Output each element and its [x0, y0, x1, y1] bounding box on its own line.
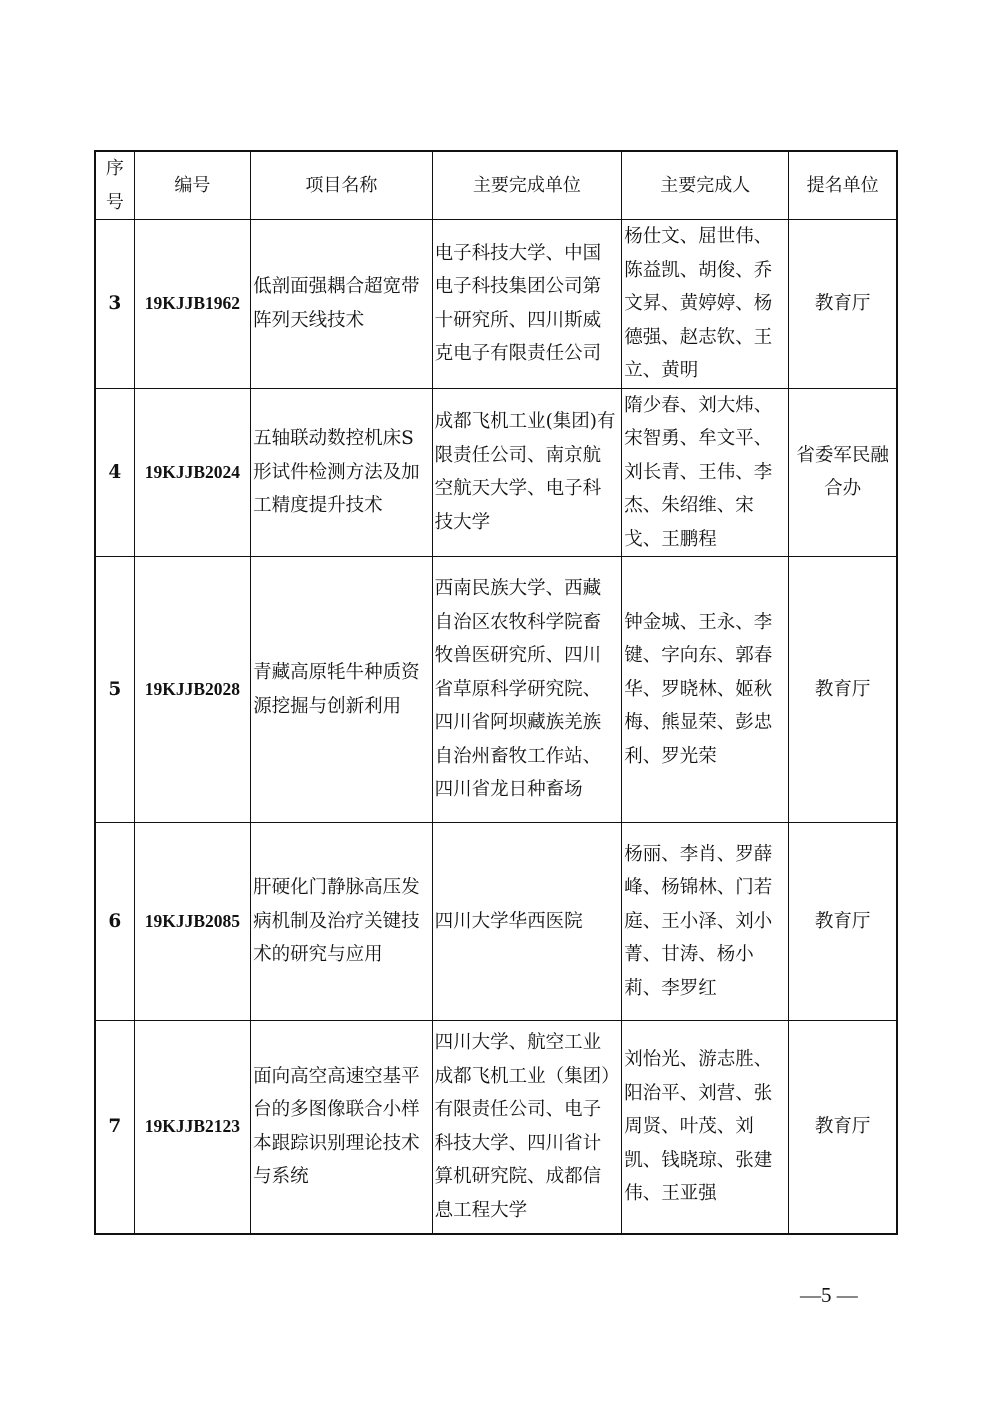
- row-units: 电子科技大学、中国电子科技集团公司第十研究所、四川斯威克电子有限责任公司: [432, 220, 622, 389]
- row-persons: 隋少春、刘大炜、宋智勇、牟文平、刘长青、王伟、李杰、朱绍维、宋戈、王鹏程: [622, 388, 789, 557]
- header-nominator: 提名单位: [789, 151, 897, 220]
- row-persons: 刘怡光、游志胜、阳治平、刘营、张周贤、叶茂、刘凯、钱晓琼、张建伟、王亚强: [622, 1021, 789, 1234]
- awards-table: [94, 150, 898, 1235]
- row-units: 成都飞机工业(集团)有限责任公司、南京航空航天大学、电子科技大学: [432, 388, 622, 557]
- row-seq: 3: [95, 220, 134, 389]
- table-row: [95, 388, 897, 557]
- row-units: 西南民族大学、西藏自治区农牧科学院畜牧兽医研究所、四川省草原科学研究院、四川省阿坝藏族羌族自治州畜牧工作站、四川省龙日种畜场: [432, 557, 622, 823]
- row-seq: 5: [95, 557, 134, 823]
- row-project-name: 面向高空高速空基平台的多图像联合小样本跟踪识别理论技术与系统: [251, 1021, 432, 1234]
- header-row: [95, 151, 897, 220]
- page-number: —5 —: [800, 1283, 858, 1307]
- header-code: 编号: [134, 151, 250, 220]
- row-persons: 钟金城、王永、李键、字向东、郭春华、罗晓林、姬秋梅、熊显荣、彭忠利、罗光荣: [622, 557, 789, 823]
- row-code: 19KJJB2024: [134, 388, 250, 557]
- row-seq: 4: [95, 388, 134, 557]
- row-nominator: 教育厅: [789, 823, 897, 1021]
- row-code: 19KJJB2123: [134, 1021, 250, 1234]
- row-project-name: 肝硬化门静脉高压发病机制及治疗关键技术的研究与应用: [251, 823, 432, 1021]
- row-nominator: 教育厅: [789, 220, 897, 389]
- header-seq: 序号: [95, 151, 134, 220]
- row-nominator: 省委军民融合办: [789, 388, 897, 557]
- row-nominator: 教育厅: [789, 1021, 897, 1234]
- header-persons: 主要完成人: [622, 151, 789, 220]
- row-project-name: 青藏高原牦牛种质资源挖掘与创新利用: [251, 557, 432, 823]
- table-row: [95, 557, 897, 823]
- row-persons: 杨仕文、屈世伟、陈益凯、胡俊、乔文昇、黄婷婷、杨德强、赵志钦、王立、黄明: [622, 220, 789, 389]
- table-row: [95, 220, 897, 389]
- row-project-name: 低剖面强耦合超宽带阵列天线技术: [251, 220, 432, 389]
- row-code: 19KJJB1962: [134, 220, 250, 389]
- row-code: 19KJJB2028: [134, 557, 250, 823]
- row-project-name: 五轴联动数控机床S形试件检测方法及加工精度提升技术: [251, 388, 432, 557]
- table-row: [95, 823, 897, 1021]
- table-row: [95, 1021, 897, 1234]
- row-seq: 6: [95, 823, 134, 1021]
- row-nominator: 教育厅: [789, 557, 897, 823]
- header-unit: 主要完成单位: [432, 151, 622, 220]
- row-units: 四川大学华西医院: [432, 823, 622, 1021]
- row-persons: 杨丽、李肖、罗薛峰、杨锦林、门若庭、王小泽、刘小菁、甘涛、杨小莉、李罗红: [622, 823, 789, 1021]
- row-seq: 7: [95, 1021, 134, 1234]
- header-name: 项目名称: [251, 151, 432, 220]
- row-code: 19KJJB2085: [134, 823, 250, 1021]
- row-units: 四川大学、航空工业成都飞机工业（集团）有限责任公司、电子科技大学、四川省计算机研究院、成都信息工程大学: [432, 1021, 622, 1234]
